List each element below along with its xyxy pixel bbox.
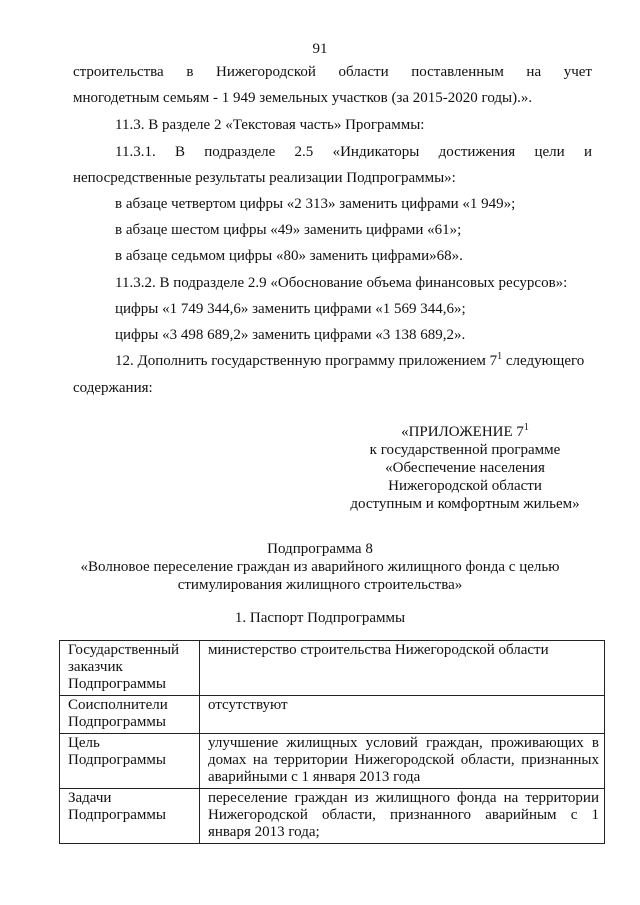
label-line: Соисполнители	[68, 697, 168, 713]
label-line: Подпрограммы	[68, 752, 166, 768]
appendix-line-4: Нижегородской области	[388, 478, 542, 494]
appendix-line-5: доступным и комфортным жильем»	[350, 496, 580, 512]
word: на	[526, 64, 542, 80]
value-cell	[200, 789, 605, 844]
word: в	[186, 64, 194, 80]
paragraph-line-11: цифры «3 498 689,2» заменить цифрами «3 138 689,2».	[115, 327, 466, 343]
text: следующего	[502, 353, 585, 369]
table-row	[60, 641, 605, 696]
label-cell	[60, 696, 200, 734]
label-line: Подпрограммы	[68, 676, 166, 692]
value-line: Нижегородской области, признанного аварийным с 1	[208, 807, 599, 823]
paragraph-line-9: 11.3.2. В подразделе 2.9 «Обоснование объема финансовых ресурсов»:	[115, 275, 568, 291]
subprogram-name-line-1: «Волновое переселение граждан из аварийного жилищного фонда с целью	[80, 559, 560, 575]
value-line: аварийными с 1 января 2013 года	[208, 769, 421, 785]
value-line: министерство строительства Нижегородской области	[208, 642, 549, 658]
appendix-title	[340, 423, 590, 442]
table-row	[60, 734, 605, 789]
paragraph-line-4	[115, 143, 592, 161]
paragraph-line-5: непосредственные результаты реализации Подпрограммы»:	[73, 170, 456, 186]
label-line: Подпрограммы	[68, 714, 166, 730]
label-line: Задачи	[68, 790, 112, 806]
paragraph-line-7: в абзаце шестом цифры «49» заменить цифрами «61»;	[115, 222, 462, 238]
paragraph-line-13: содержания:	[73, 380, 153, 396]
word: учет	[563, 64, 592, 80]
paragraph-line-1	[73, 63, 592, 81]
value-cell	[200, 696, 605, 734]
subprogram-name-line-2: стимулирования жилищного строительства»	[177, 577, 463, 593]
value-line: улучшение жилищных условий граждан, проживающих в	[208, 735, 599, 751]
section-title: 1. Паспорт Подпрограммы	[234, 610, 406, 626]
word: подразделе	[204, 144, 276, 160]
label-cell	[60, 641, 200, 696]
superscript: 1	[523, 422, 529, 433]
paragraph-line-6: в абзаце четвертом цифры «2 313» заменить цифрами «1 949»;	[115, 196, 516, 212]
page-number: 91	[312, 41, 328, 57]
word: области	[338, 64, 389, 80]
label-line: Государственный	[68, 642, 180, 658]
paragraph-line-2: многодетным семьям - 1 949 земельных участков (за 2015-2020 годы).».	[73, 90, 533, 106]
word: цели	[534, 144, 565, 160]
word: поставленным	[411, 64, 504, 80]
label-cell	[60, 789, 200, 844]
value-line: отсутствуют	[208, 697, 288, 713]
paragraph-line-3: 11.3. В разделе 2 «Текстовая часть» Программы:	[115, 117, 425, 133]
value-line: домах на территории Нижегородской области, признанных	[208, 752, 599, 768]
appendix-line-3: «Обеспечение населения	[385, 460, 545, 476]
paragraph-line-10: цифры «1 749 344,6» заменить цифрами «1 569 344,6»;	[115, 301, 466, 317]
table-row	[60, 696, 605, 734]
label-line: заказчик	[68, 659, 123, 675]
word: строительства	[73, 64, 164, 80]
paragraph-line-12	[115, 352, 584, 370]
value-cell	[200, 641, 605, 696]
value-line: переселение граждан из жилищного фонда на территории	[208, 790, 599, 806]
word: и	[583, 144, 592, 160]
text: 12. Дополнить государственную программу приложением 7	[115, 353, 498, 369]
value-line: января 2013 года;	[208, 824, 320, 840]
superscript: 1	[497, 351, 503, 362]
word: В	[174, 144, 185, 160]
appendix-line-2: к государственной программе	[369, 442, 561, 458]
passport-table	[59, 640, 605, 844]
word: «Индикаторы	[332, 144, 420, 160]
paragraph-line-8: в абзаце седьмом цифры «80» заменить цифрами»68».	[115, 248, 463, 264]
word: 11.3.1.	[115, 144, 156, 160]
word: Нижегородской	[216, 64, 316, 80]
label-line: Цель	[68, 735, 100, 751]
label-line: Подпрограммы	[68, 807, 166, 823]
text: «ПРИЛОЖЕНИЕ 7	[401, 424, 524, 440]
value-cell	[200, 734, 605, 789]
word: 2.5	[294, 144, 314, 160]
label-cell	[60, 734, 200, 789]
subprogram-heading: Подпрограмма 8	[267, 541, 373, 557]
table-row	[60, 789, 605, 844]
word: достижения	[438, 144, 516, 160]
